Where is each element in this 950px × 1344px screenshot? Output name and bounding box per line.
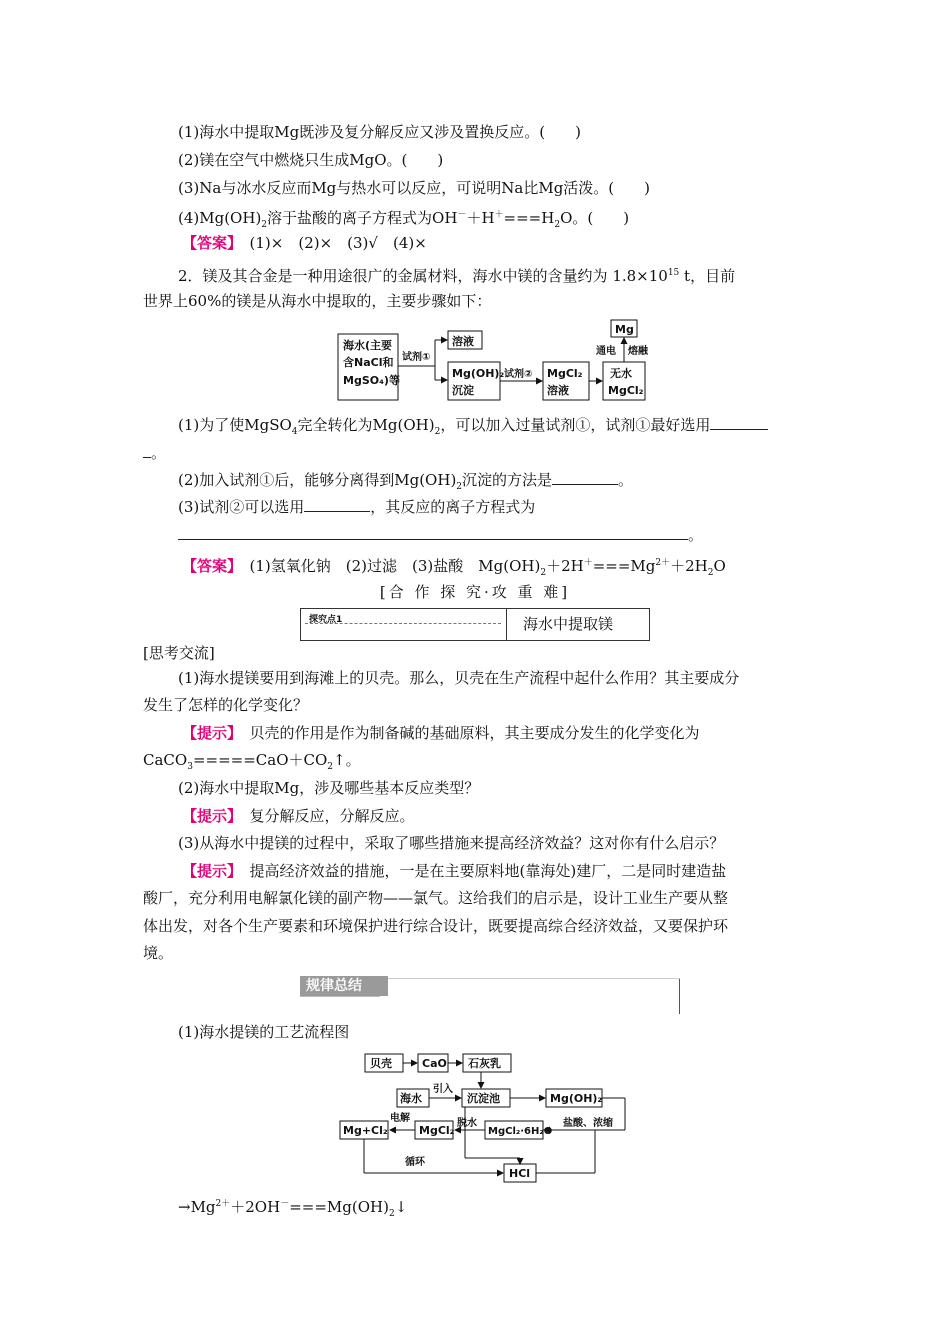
q2-answer: 【答案】 (1)氢氧化钠 (2)过滤 (3)盐酸 $Mg(OH)_2+2H^+===Mg^{2+}+2H_2O$ xyxy=(182,557,726,578)
banner-dashed-line xyxy=(305,623,501,624)
cycle-label: 循环 xyxy=(405,1157,425,1168)
q2-sub3: (3)试剂②可以选用 ，其反应的离子方程式为 xyxy=(178,498,536,516)
bottom-equation: $\to Mg^{2+}+2OH^-===Mg(OH)_2↓$ xyxy=(178,1198,408,1219)
think-a3-line3: 体出发，对各个生产要素和环境保护进行综合设计，既要提高综合经济效益，又要保护环 xyxy=(143,917,729,935)
reagent1-label: 试剂① xyxy=(402,352,431,363)
rules-summary-label: 规律总结 xyxy=(300,976,388,996)
answer-blank-1[interactable] xyxy=(710,415,768,430)
electrolysis-label: 电解 xyxy=(390,1113,410,1124)
think-q1-line2: 发生了怎样的化学变化？ xyxy=(143,696,309,714)
explore-point-label: 探究点1 xyxy=(309,615,343,625)
melt-label: 熔融 xyxy=(628,346,648,357)
seawater-label: 海水 xyxy=(400,1092,422,1105)
solution-label: 溶液 xyxy=(452,335,474,348)
answer-blank-1-cont[interactable] xyxy=(143,443,151,458)
answer-tag: 【答案】 xyxy=(182,234,235,252)
anhydrous-line2: MgCl₂ xyxy=(608,384,644,397)
mgcl2-hydrate-label: MgCl₂·6H₂O xyxy=(488,1126,553,1137)
mgoh2-label: Mg(OH)₂ xyxy=(550,1092,603,1105)
mgoh2-line2: 沉淀 xyxy=(452,384,474,397)
think-a3-line1: 【提示】 提高经济效益的措施，一是在主要原料地(靠海处)建厂，二是同时建造盐 xyxy=(182,862,727,880)
explore-point-banner xyxy=(300,608,650,641)
q1-item-2: (2)镁在空气中燃烧只生成MgO。( ) xyxy=(178,151,444,169)
think-a2: 【提示】 复分解反应，分解反应。 xyxy=(182,807,415,825)
q2-sub3-line2: 。 xyxy=(178,525,703,545)
magnesium-extraction-flow xyxy=(330,318,660,408)
think-heading: [思考交流] xyxy=(143,644,215,662)
mg-label: Mg xyxy=(615,323,634,336)
anhydrous-line1: 无水 xyxy=(610,367,632,380)
think-a3-line2: 酸厂，充分利用电解氯化镁的副产物——氯气。这给我们的启示是，设计工业生产要从整 xyxy=(143,889,729,907)
electrify-label: 通电 xyxy=(596,346,616,357)
answer-tag: 【答案】 xyxy=(182,557,235,575)
rules-summary-header xyxy=(300,976,680,1014)
mgcl2-line2: 溶液 xyxy=(547,384,569,397)
mg-cl2-label: Mg+Cl₂ xyxy=(343,1124,388,1137)
think-q1-line1: (1)海水提镁要用到海滩上的贝壳。那么，贝壳在生产流程中起什么作用？其主要成分 xyxy=(178,669,740,687)
hint-tag: 【提示】 xyxy=(182,724,235,742)
seawater-mg-process-flow xyxy=(335,1048,655,1184)
q2-intro-line1: 2．镁及其合金是一种用途很广的金属材料，海水中镁的含量约为 $1.8\times 10^{15}$ t，目前 xyxy=(178,267,736,285)
answer-blank-2[interactable] xyxy=(552,470,618,485)
q1-item-4: $(4)Mg(OH)_2$溶于盐酸的离子方程式为$OH^-+H^+===H_2O$。( ) xyxy=(178,209,630,230)
hcl-conc-label: 盐酸、浓缩 xyxy=(563,1118,613,1129)
think-a1-line1: 【提示】 贝壳的作用是作为制备碱的基础原料，其主要成分发生的化学变化为 xyxy=(182,724,700,742)
seawater-line3: MgSO₄)等 xyxy=(343,374,400,387)
mgcl2-label: MgCl₂ xyxy=(419,1124,455,1137)
q2-sub1: (1)为了使MgSO$_4$完全转化为$Mg(OH)_2$，可以加入过量试剂①，试剂①最好选用 xyxy=(178,415,768,442)
hint-tag: 【提示】 xyxy=(182,862,235,880)
q2-sub1-end: 。 xyxy=(143,443,166,463)
q2-sub2: (2)加入试剂①后，能够分离得到$Mg(OH)_2$沉淀的方法是 。 xyxy=(178,471,634,492)
q1-item-3: (3)Na与冰水反应而Mg与热水可以反应，可说明Na比Mg活泼。( ) xyxy=(178,179,651,197)
shell-label: 贝壳 xyxy=(370,1057,392,1070)
process-title: (1)海水提镁的工艺流程图 xyxy=(178,1023,350,1041)
q2-intro-line2: 世界上60%的镁是从海水中提取的，主要步骤如下： xyxy=(143,292,492,310)
think-a1-line2: $CaCO_3=====CaO+CO_2↑$。 xyxy=(143,751,361,772)
think-q2: (2)海水中提取Mg，涉及哪些基本反应类型？ xyxy=(178,779,480,797)
q1-answer: 【答案】 (1)× (2)× (3)√ (4)× xyxy=(182,234,427,252)
limemilk-label: 石灰乳 xyxy=(468,1057,501,1070)
introduce-label: 引入 xyxy=(433,1084,453,1095)
dehydrate-label: 脱水 xyxy=(457,1118,477,1129)
think-a3-line4: 境。 xyxy=(143,944,174,962)
hint-tag: 【提示】 xyxy=(182,807,235,825)
seawater-line2: 含NaCl和 xyxy=(343,356,394,369)
explore-point-title: 海水中提取镁 xyxy=(523,615,614,633)
tank-label: 沉淀池 xyxy=(467,1092,500,1105)
mgcl2-line1: MgCl₂ xyxy=(547,367,583,380)
answer-blank-3[interactable] xyxy=(304,497,370,512)
answer-blank-4[interactable] xyxy=(178,525,688,540)
hcl-label: HCl xyxy=(509,1167,531,1180)
reagent2-label: 试剂② xyxy=(504,369,533,380)
mgoh2-line1: Mg(OH)₂ xyxy=(452,367,505,380)
cao-label: CaO xyxy=(422,1057,447,1070)
section-title: [合 作 探 究·攻 重 难] xyxy=(379,583,571,601)
q1-item-1: (1)海水中提取Mg既涉及复分解反应又涉及置换反应。( ) xyxy=(178,123,581,141)
think-q3: (3)从海水中提镁的过程中，采取了哪些措施来提高经济效益？这对你有什么启示？ xyxy=(178,834,725,852)
seawater-line1: 海水(主要 xyxy=(343,339,393,352)
